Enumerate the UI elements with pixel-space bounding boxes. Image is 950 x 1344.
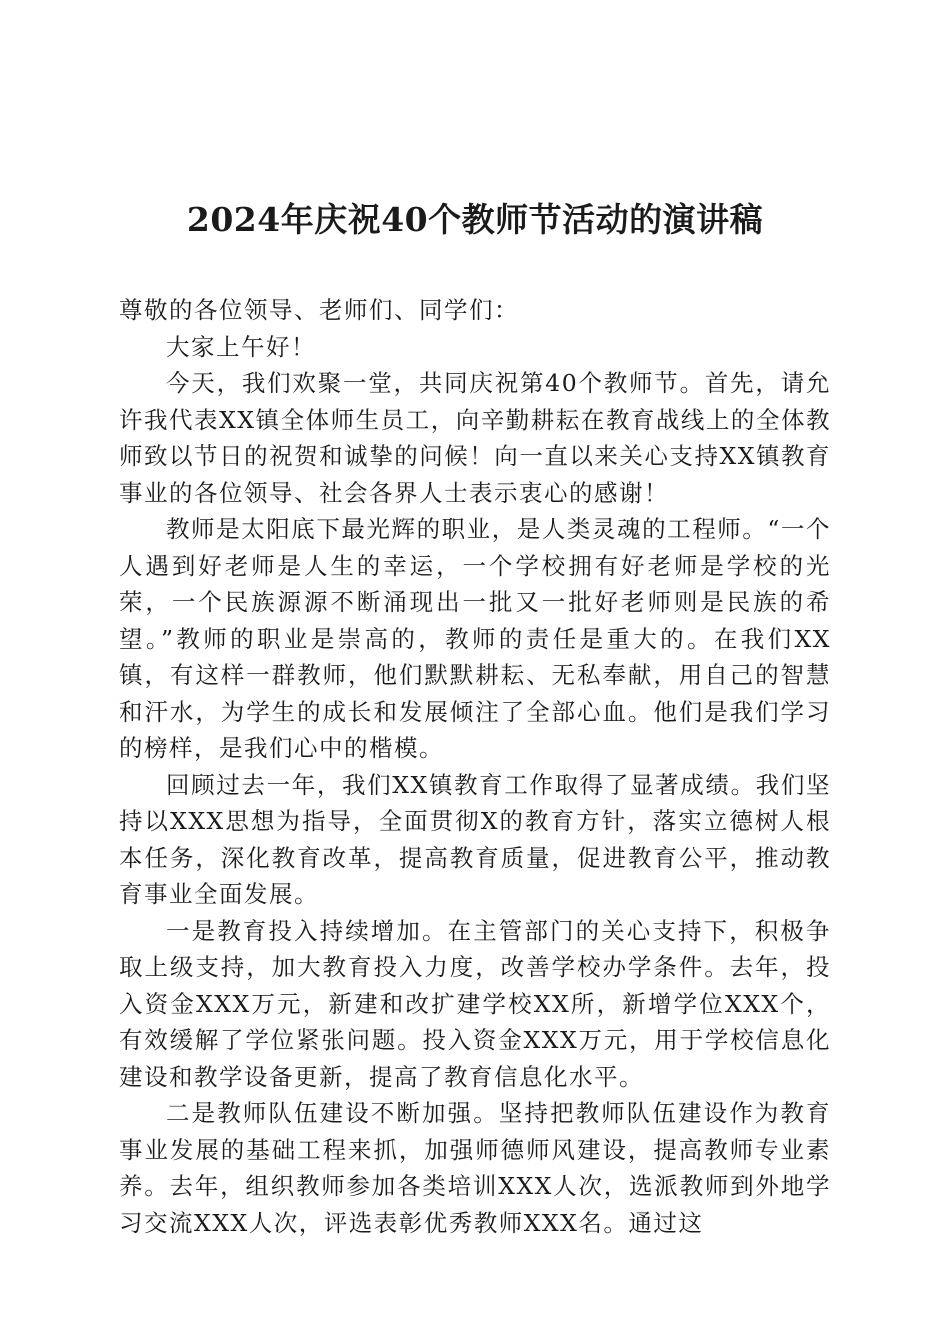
paragraph-opening: 今天，我们欢聚一堂，共同庆祝第40个教师节。首先，请允许我代表XX镇全体师生员工，向辛勤耕耘在教育战线上的全体教师致以节日的祝贺和诚挚的问候！向一直以来关心支持XX镇教育事业的各位领导、社会各界人士表示衷心的感谢！ (119, 369, 831, 507)
document-body (119, 292, 831, 1241)
paragraph-greeting: 大家上午好！ (166, 332, 316, 361)
salutation: 尊敬的各位领导、老师们、同学们： (119, 296, 519, 324)
paragraph-teacher-team: 二是教师队伍建设不断加强。坚持把教师队伍建设作为教育事业发展的基础工程来抓，加强师德师风建设，提高教师专业素养。去年，组织教师参加各类培训XXX人次，选派教师到外地学习交流XXX人次，评选表彰优秀教师XXX名。通过这 (119, 1099, 831, 1237)
paragraph-investment: 一是教育投入持续增加。在主管部门的关心支持下，积极争取上级支持，加大教育投入力度，改善学校办学条件。去年，投入资金XXX万元，新建和改扩建学校XX所，新增学位XXX个，有效缓解了学位紧张问题。投入资金XXX万元，用于学校信息化建设和教学设备更新，提高了教育信息化水平。 (119, 916, 831, 1091)
paragraph-teacher-praise: 教师是太阳底下最光辉的职业，是人类灵魂的工程师。“一个人遇到好老师是人生的幸运，一个学校拥有好老师是学校的光荣，一个民族源源不断涌现出一批又一批好老师则是民族的希望。”教师的职业是崇高的，教师的责任是重大的。在我们XX镇，有这样一群教师，他们默默耕耘、无私奉献，用自己的智慧和汗水，为学生的成长和发展倾注了全部心血。他们是我们学习的榜样，是我们心中的楷模。 (119, 515, 831, 762)
paragraph-review: 回顾过去一年，我们XX镇教育工作取得了显著成绩。我们坚持以XXX思想为指导，全面贯彻X的教育方针，落实立德树人根本任务，深化教育改革，提高教育质量，促进教育公平，推动教育事业全面发展。 (119, 770, 831, 908)
document-title: 2024年庆祝40个教师节活动的演讲稿 (186, 200, 764, 239)
